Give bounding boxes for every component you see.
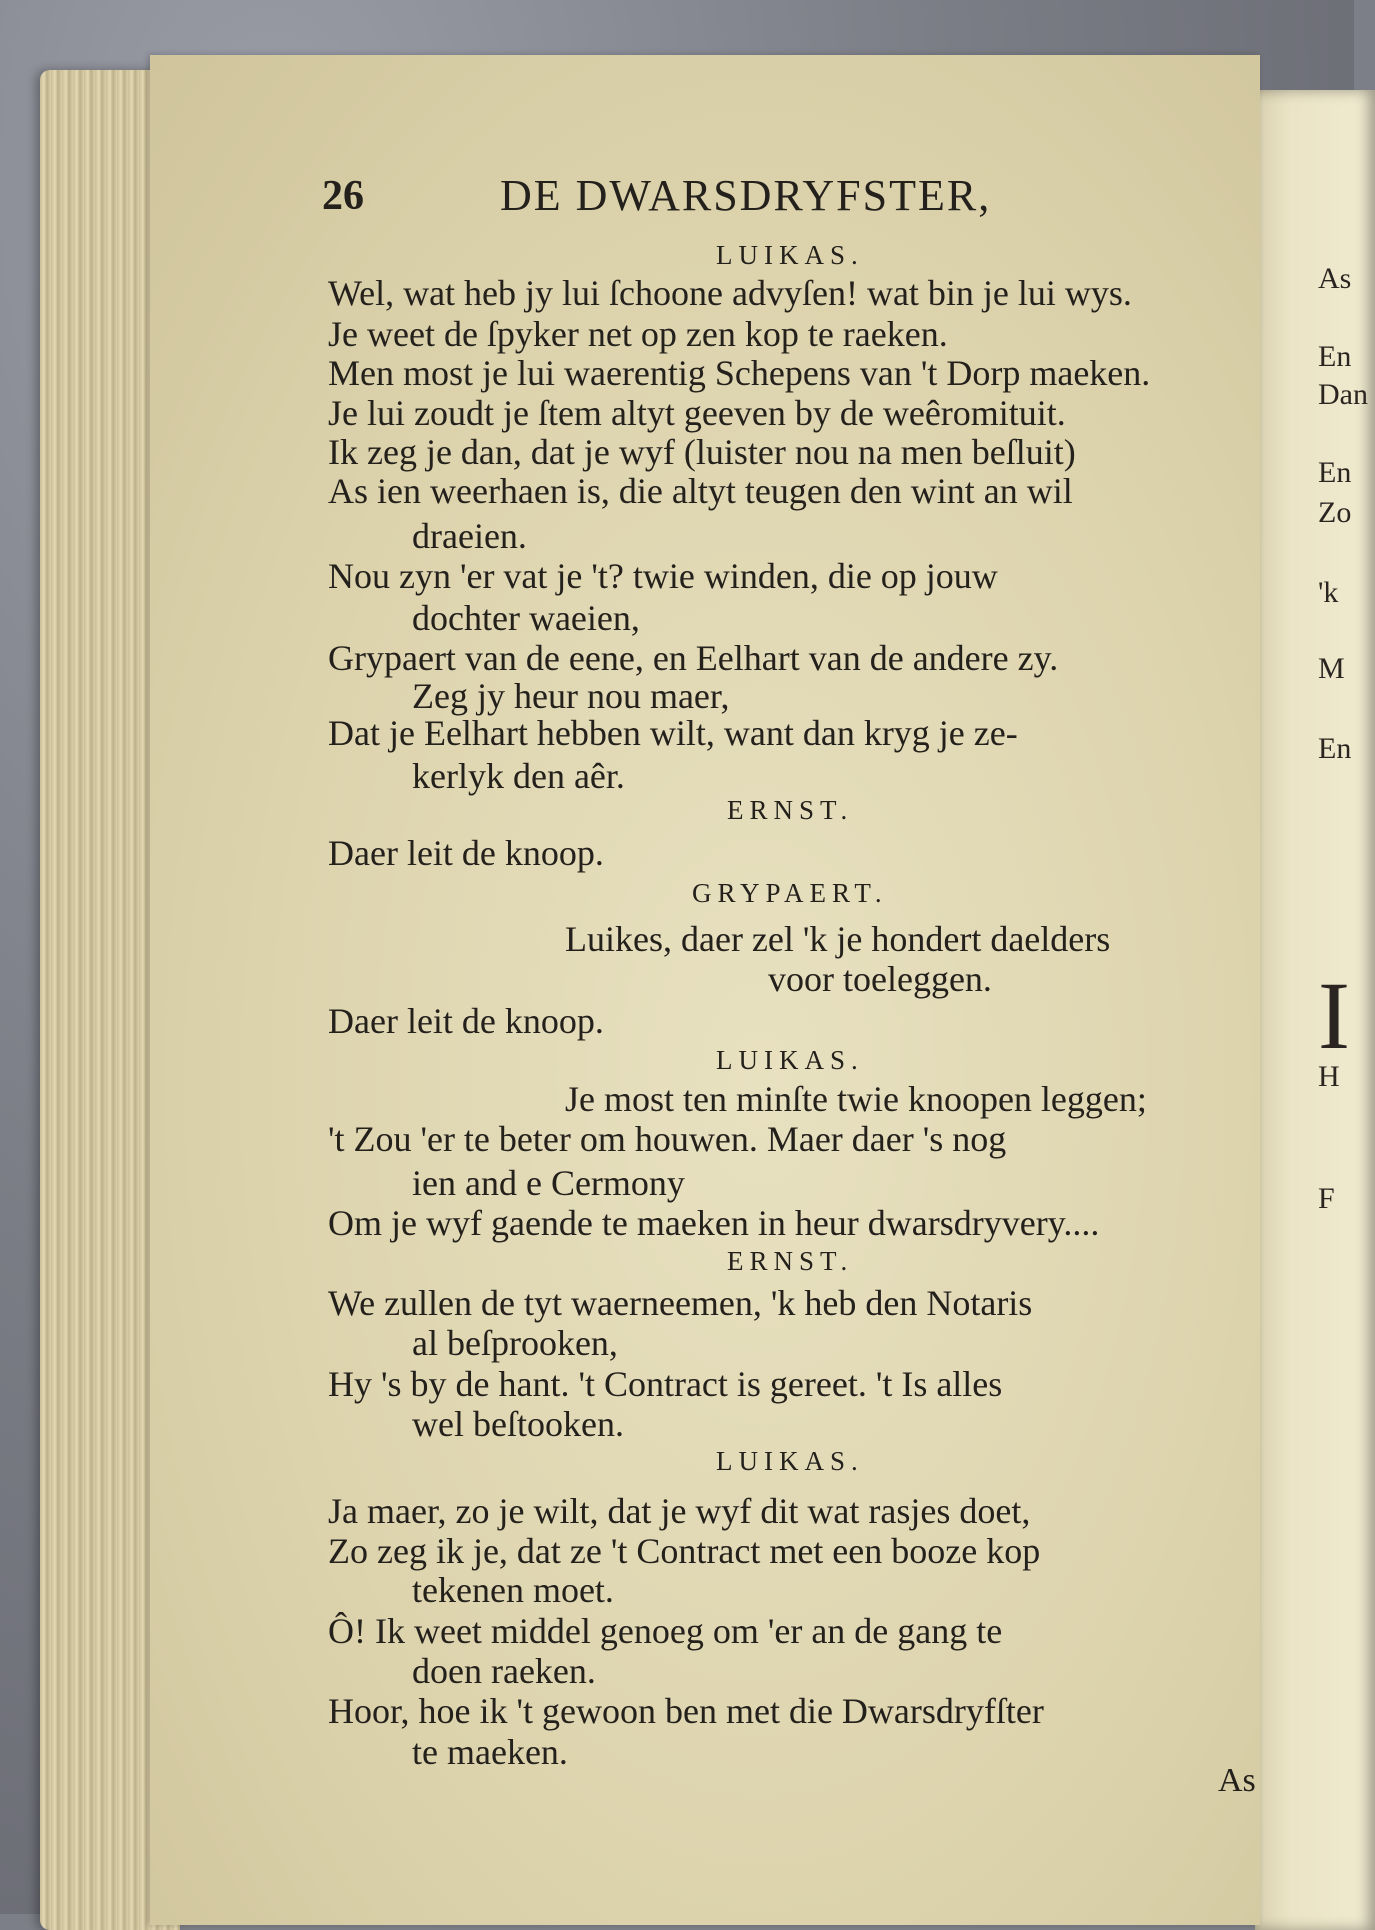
- facing-page: [1255, 90, 1375, 1930]
- verse-line: Hoor, hoe ik 't gewoon ben met die Dwarsdryfſter: [328, 1691, 1044, 1731]
- verse-line: doen raeken.: [412, 1651, 596, 1691]
- verse-line: Ik zeg je dan, dat je wyf (luister nou na men beſluit): [328, 432, 1076, 472]
- speaker-name: LUIKAS.: [716, 1045, 864, 1075]
- speaker-name: ERNST.: [727, 1246, 854, 1276]
- verse-line: Wel, wat heb jy lui ſchoone advyſen! wat bin je lui wys.: [328, 273, 1132, 313]
- verse-line: Daer leit de knoop.: [328, 833, 604, 873]
- facing-page-fragment: As: [1318, 262, 1352, 295]
- speaker-name: LUIKAS.: [716, 240, 864, 270]
- verse-line: voor toeleggen.: [768, 959, 992, 999]
- verse-line: Grypaert van de eene, en Eelhart van de andere zy.: [328, 638, 1059, 678]
- verse-line: 't Zou 'er te beter om houwen. Maer daer 's nog: [328, 1119, 1007, 1159]
- verse-line: dochter waeien,: [412, 598, 640, 638]
- facing-page-fragment: Dan: [1318, 378, 1368, 411]
- verse-line: Je weet de ſpyker net op zen kop te raeken.: [328, 314, 948, 354]
- verse-line: Dat je Eelhart hebben wilt, want dan kryg je ze-: [328, 713, 1018, 753]
- verse-line: wel beſtooken.: [412, 1404, 624, 1444]
- facing-page-fragment: En: [1318, 340, 1352, 373]
- catchword: As: [1218, 1762, 1256, 1799]
- verse-line: Je lui zoudt je ſtem altyt geeven by de weêromituit.: [328, 393, 1066, 433]
- facing-page-fragment: 'k: [1318, 576, 1339, 609]
- verse-line: Men most je lui waerentig Schepens van 't Dorp maeken.: [328, 353, 1151, 393]
- facing-page-fragment: En: [1318, 732, 1352, 765]
- verse-line: Ô! Ik weet middel genoeg om 'er an de gang te: [328, 1611, 1003, 1651]
- verse-line: Daer leit de knoop.: [328, 1001, 604, 1041]
- facing-page-fragment: En: [1318, 456, 1352, 489]
- verse-line: Zo zeg ik je, dat ze 't Contract met een booze kop: [328, 1531, 1041, 1571]
- verse-line: Nou zyn 'er vat je 't? twie winden, die op jouw: [328, 556, 998, 596]
- facing-page-fragment: Zo: [1318, 496, 1352, 529]
- speaker-name: LUIKAS.: [716, 1446, 864, 1476]
- verse-line: As ien weerhaen is, die altyt teugen den wint an wil: [328, 471, 1073, 511]
- speaker-name: ERNST.: [727, 795, 854, 825]
- facing-page-fragment: I: [1318, 962, 1350, 1069]
- running-head: DE DWARSDRYFSTER,: [500, 171, 992, 220]
- verse-line: Om je wyf gaende te maeken in heur dwarsdryvery....: [328, 1203, 1100, 1243]
- verse-line: Luikes, daer zel 'k je hondert daelders: [565, 919, 1111, 959]
- verse-line: Hy 's by de hant. 't Contract is gereet. 't Is alles: [328, 1364, 1003, 1404]
- verse-line: tekenen moet.: [412, 1570, 614, 1610]
- verse-line: We zullen de tyt waerneemen, 'k heb den Notaris: [328, 1283, 1033, 1323]
- verse-line: ien and e Cermony: [412, 1163, 685, 1203]
- verse-line: al beſprooken,: [412, 1323, 618, 1363]
- verse-line: Je most ten minſte twie knoopen leggen;: [565, 1079, 1147, 1119]
- facing-page-fragment: H: [1318, 1060, 1340, 1093]
- verse-line: Zeg jy heur nou maer,: [412, 676, 730, 716]
- verse-line: te maeken.: [412, 1732, 568, 1772]
- verse-line: kerlyk den aêr.: [412, 756, 625, 796]
- facing-page-fragment: M: [1318, 652, 1345, 685]
- speaker-name: GRYPAERT.: [692, 878, 888, 908]
- verse-line: Ja maer, zo je wilt, dat je wyf dit wat rasjes doet,: [328, 1491, 1031, 1531]
- page-number: 26: [322, 173, 364, 219]
- verse-line: draeien.: [412, 516, 527, 556]
- facing-page-fragment: F: [1318, 1182, 1335, 1215]
